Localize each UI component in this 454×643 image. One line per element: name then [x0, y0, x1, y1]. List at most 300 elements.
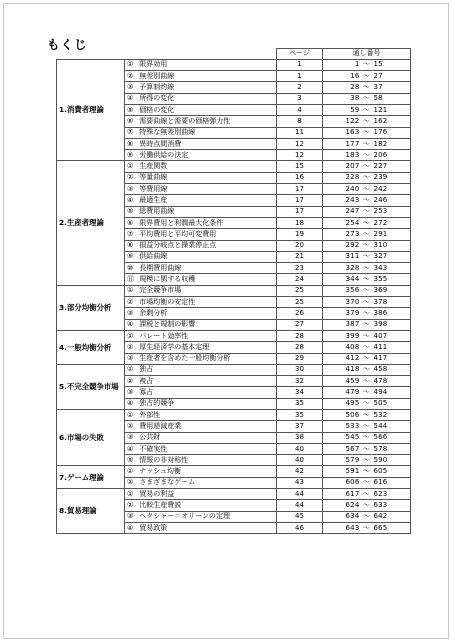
- page-number: 44: [277, 489, 323, 500]
- serial-range: [323, 274, 411, 285]
- serial-from: 624: [345, 501, 360, 510]
- serial-to: 378: [373, 297, 388, 306]
- serial-to: 327: [373, 252, 388, 261]
- serial-range: [323, 297, 411, 308]
- page-number: 3: [277, 93, 323, 104]
- topic-cell: [125, 285, 277, 296]
- topic-title: さまざまなゲーム: [139, 478, 196, 487]
- page-number: 30: [277, 364, 323, 375]
- serial-to: 478: [373, 376, 388, 385]
- topic-cell: [125, 116, 277, 127]
- topic-cell: [125, 455, 277, 466]
- topic-number: ①: [127, 489, 134, 498]
- serial-range: [323, 364, 411, 375]
- topic-title: 損益分岐点と操業停止点: [139, 241, 217, 250]
- serial-from: 606: [345, 478, 360, 487]
- topic-cell: [125, 511, 277, 522]
- serial-from: 567: [345, 444, 360, 453]
- range-separator: ～: [362, 489, 371, 498]
- serial-to: 578: [373, 444, 388, 453]
- topic-number: ④: [127, 523, 134, 532]
- serial-range: [323, 421, 411, 432]
- page-number: 18: [277, 217, 323, 228]
- range-separator: ～: [362, 252, 371, 261]
- serial-from: 183: [345, 150, 360, 159]
- range-separator: ～: [362, 139, 371, 148]
- serial-to: 15: [373, 60, 383, 69]
- range-separator: ～: [362, 467, 371, 476]
- topic-cell: [125, 432, 277, 443]
- topic-number: ③: [127, 433, 134, 442]
- serial-range: [323, 127, 411, 138]
- page-number: 4: [277, 104, 323, 115]
- serial-range: [323, 206, 411, 217]
- section-title: 3.部分均衡分析: [57, 285, 125, 330]
- serial-to: 642: [373, 512, 388, 521]
- topic-number: ④: [127, 94, 134, 103]
- topic-title: 労働供給の決定: [139, 150, 189, 159]
- serial-to: 182: [373, 139, 388, 148]
- page-number: 1: [277, 59, 323, 70]
- topic-cell: [125, 184, 277, 195]
- topic-number: ②: [127, 342, 134, 351]
- page-number: 2: [277, 82, 323, 93]
- topic-number: ⑩: [127, 263, 134, 272]
- topic-title: ヘクシャー＝オリーンの定理: [139, 512, 230, 521]
- serial-from: 177: [345, 139, 360, 148]
- serial-to: 355: [373, 275, 388, 284]
- section-title: 2.生産者理論: [57, 161, 125, 285]
- topic-title: 無差別曲線: [139, 71, 175, 80]
- topic-cell: [125, 443, 277, 454]
- range-separator: ～: [362, 196, 371, 204]
- topic-number: ③: [127, 184, 134, 193]
- serial-to: 398: [373, 320, 388, 329]
- serial-to: 665: [373, 523, 388, 532]
- serial-range: [323, 376, 411, 387]
- topic-number: ⑨: [127, 150, 134, 159]
- page-number: 44: [277, 500, 323, 511]
- range-separator: ～: [362, 173, 371, 182]
- serial-range: [323, 319, 411, 330]
- topic-cell: [125, 421, 277, 432]
- page-number: 20: [277, 240, 323, 251]
- serial-to: 532: [373, 410, 388, 419]
- topic-cell: [125, 217, 277, 228]
- topic-title: 不確実性: [139, 444, 168, 453]
- page-number: 24: [277, 274, 323, 285]
- topic-cell: [125, 263, 277, 274]
- serial-to: 272: [373, 218, 388, 227]
- serial-to: 369: [373, 286, 388, 295]
- serial-to: 206: [373, 150, 388, 159]
- topic-cell: [125, 274, 277, 285]
- topic-title: 予算制約線: [139, 83, 175, 92]
- topic-title: 生産関数: [139, 162, 168, 171]
- page-number: 28: [277, 342, 323, 353]
- range-separator: ～: [362, 150, 371, 159]
- page-number: 29: [277, 353, 323, 364]
- serial-range: [323, 330, 411, 341]
- topic-number: ②: [127, 421, 134, 430]
- serial-from: 387: [345, 320, 360, 329]
- range-separator: ～: [362, 376, 371, 385]
- range-separator: ～: [362, 512, 371, 521]
- serial-range: [323, 500, 411, 511]
- topic-number: ②: [127, 501, 134, 510]
- serial-to: 417: [373, 354, 388, 363]
- topic-title: 複占: [139, 376, 154, 385]
- topic-title: 寡占: [139, 388, 154, 397]
- range-separator: ～: [362, 184, 371, 193]
- serial-to: 121: [373, 105, 388, 114]
- serial-range: [323, 172, 411, 183]
- serial-range: [323, 353, 411, 364]
- toc-header-row: [57, 49, 411, 60]
- topic-cell: [125, 308, 277, 319]
- serial-range: [323, 150, 411, 161]
- serial-from: 273: [345, 229, 360, 238]
- serial-from: 591: [345, 467, 360, 476]
- table-row: [57, 466, 411, 477]
- topic-cell: [125, 71, 277, 82]
- serial-range: [323, 263, 411, 274]
- serial-from: 579: [345, 455, 360, 464]
- serial-range: [323, 104, 411, 115]
- topic-number: ①: [127, 467, 134, 476]
- serial-from: 533: [345, 421, 360, 430]
- topic-number: ⑤: [127, 455, 134, 464]
- serial-from: 495: [345, 399, 360, 408]
- serial-range: [323, 116, 411, 127]
- topic-title: 最適生産: [139, 196, 168, 204]
- topic-number: ⑤: [127, 105, 134, 114]
- page-number: 1: [277, 71, 323, 82]
- serial-from: 247: [345, 207, 360, 216]
- section-title: 5.不完全競争市場: [57, 364, 125, 409]
- topic-number: ④: [127, 320, 134, 329]
- page-number: 32: [277, 376, 323, 387]
- range-separator: ～: [362, 421, 371, 430]
- page-number: 26: [277, 308, 323, 319]
- topic-cell: [125, 500, 277, 511]
- topic-cell: [125, 376, 277, 387]
- page-number: 45: [277, 511, 323, 522]
- topic-title: 限界費用と利潤最大化条件: [139, 218, 224, 227]
- serial-range: [323, 71, 411, 82]
- page-number: 23: [277, 263, 323, 274]
- serial-range: [323, 387, 411, 398]
- table-row: [57, 59, 411, 70]
- page-number: 40: [277, 443, 323, 454]
- serial-from: 379: [345, 308, 360, 317]
- page-number: 35: [277, 410, 323, 421]
- table-row: [57, 410, 411, 421]
- section-title: 1.消費者理論: [57, 59, 125, 161]
- topic-number: ③: [127, 83, 134, 92]
- topic-title: 異時点間消費: [139, 139, 182, 148]
- page-number: 43: [277, 477, 323, 488]
- range-separator: ～: [362, 94, 371, 103]
- page-number: 11: [277, 127, 323, 138]
- topic-cell: [125, 59, 277, 70]
- topic-title: ナッシュ均衡: [139, 467, 181, 476]
- range-separator: ～: [362, 399, 371, 408]
- topic-title: 特殊な無差別曲線: [139, 128, 196, 137]
- topic-title: パレート効率性: [139, 331, 189, 340]
- page-number: 25: [277, 297, 323, 308]
- serial-to: 27: [373, 71, 383, 80]
- serial-to: 162: [373, 116, 388, 125]
- section-title: 4.一般均衡分析: [57, 330, 125, 364]
- serial-to: 343: [373, 263, 388, 272]
- topic-title: 平均費用と平均可変費用: [139, 229, 217, 238]
- serial-from: 38: [350, 94, 360, 103]
- serial-range: [323, 489, 411, 500]
- range-separator: ～: [362, 71, 371, 80]
- topic-cell: [125, 466, 277, 477]
- serial-to: 505: [373, 399, 388, 408]
- page-number: 17: [277, 184, 323, 195]
- page-number: 19: [277, 229, 323, 240]
- serial-range: [323, 477, 411, 488]
- range-separator: ～: [362, 354, 371, 363]
- toc-body: [57, 59, 411, 533]
- serial-to: 623: [373, 489, 388, 498]
- serial-range: [323, 59, 411, 70]
- header-serial: 通し番号: [323, 49, 411, 60]
- range-separator: ～: [362, 308, 371, 317]
- topic-cell: [125, 319, 277, 330]
- topic-cell: [125, 229, 277, 240]
- topic-cell: [125, 398, 277, 409]
- topic-title: 価格の変化: [139, 105, 175, 114]
- serial-from: 243: [345, 196, 360, 204]
- topic-title: 規模に関する収穫: [139, 275, 196, 284]
- section-title: 8.貿易理論: [57, 489, 125, 534]
- serial-range: [323, 229, 411, 240]
- page-number: 38: [277, 432, 323, 443]
- topic-title: 完全競争市場: [139, 286, 182, 295]
- serial-from: 412: [345, 354, 360, 363]
- topic-number: ④: [127, 444, 134, 453]
- range-separator: ～: [362, 286, 371, 295]
- topic-cell: [125, 195, 277, 206]
- range-separator: ～: [362, 218, 371, 227]
- range-separator: ～: [362, 444, 371, 453]
- topic-number: ①: [127, 60, 134, 69]
- range-separator: ～: [362, 455, 371, 464]
- topic-title: 需要曲線と需要の価格弾力性: [139, 116, 231, 125]
- topic-number: ③: [127, 388, 134, 397]
- topic-title: 情報の非対称性: [139, 455, 189, 464]
- serial-range: [323, 93, 411, 104]
- topic-number: ⑧: [127, 139, 134, 148]
- topic-number: ⑨: [127, 252, 134, 261]
- serial-to: 291: [373, 229, 388, 238]
- topic-title: 公共財: [139, 433, 161, 442]
- topic-number: ②: [127, 478, 134, 487]
- range-separator: ～: [362, 410, 371, 419]
- serial-range: [323, 443, 411, 454]
- serial-from: 207: [345, 162, 360, 171]
- section-title: 6.市場の失敗: [57, 410, 125, 466]
- serial-from: 643: [345, 523, 360, 532]
- topic-number: ③: [127, 354, 134, 363]
- serial-to: 566: [373, 433, 388, 442]
- topic-cell: [125, 477, 277, 488]
- page-number: 42: [277, 466, 323, 477]
- range-separator: ～: [362, 478, 371, 487]
- topic-number: ③: [127, 308, 134, 317]
- topic-number: ⑧: [127, 241, 134, 250]
- topic-number: ①: [127, 410, 134, 419]
- range-separator: ～: [362, 229, 371, 238]
- page-number: 40: [277, 455, 323, 466]
- serial-from: 59: [350, 105, 360, 114]
- range-separator: ～: [362, 60, 371, 69]
- section-title: 7.ゲーム理論: [57, 466, 125, 489]
- serial-range: [323, 195, 411, 206]
- serial-range: [323, 308, 411, 319]
- header-page: ページ: [277, 49, 323, 60]
- range-separator: ～: [362, 501, 371, 510]
- serial-to: 58: [373, 94, 383, 103]
- serial-range: [323, 432, 411, 443]
- page-number: 25: [277, 285, 323, 296]
- range-separator: ～: [362, 342, 371, 351]
- topic-title: 外部性: [139, 410, 161, 419]
- range-separator: ～: [362, 275, 371, 284]
- serial-to: 176: [373, 128, 388, 137]
- topic-title: 等量曲線: [139, 173, 168, 182]
- serial-to: 616: [373, 478, 388, 487]
- topic-number: ①: [127, 331, 134, 340]
- serial-from: 311: [345, 252, 360, 261]
- range-separator: ～: [362, 320, 371, 329]
- page-number: 27: [277, 319, 323, 330]
- topic-number: ⑪: [127, 275, 134, 284]
- page-number: 16: [277, 172, 323, 183]
- range-separator: ～: [362, 207, 371, 216]
- topic-cell: [125, 251, 277, 262]
- topic-number: ②: [127, 297, 134, 306]
- topic-number: ④: [127, 399, 134, 408]
- serial-to: 37: [373, 83, 383, 92]
- table-row: [57, 364, 411, 375]
- topic-title: 総費用曲線: [139, 207, 175, 216]
- topic-number: ①: [127, 365, 134, 374]
- topic-number: ④: [127, 196, 134, 204]
- serial-from: 240: [345, 184, 360, 193]
- page-number: 12: [277, 150, 323, 161]
- range-separator: ～: [362, 105, 371, 114]
- topic-title: 厚生経済学の基本定理: [139, 342, 210, 351]
- serial-from: 506: [345, 410, 360, 419]
- serial-from: 459: [345, 376, 360, 385]
- serial-range: [323, 184, 411, 195]
- topic-cell: [125, 206, 277, 217]
- topic-number: ⑥: [127, 218, 134, 227]
- topic-cell: [125, 364, 277, 375]
- range-separator: ～: [362, 263, 371, 272]
- header-blank: [57, 49, 277, 60]
- serial-from: 328: [345, 263, 360, 272]
- serial-to: 227: [373, 162, 388, 171]
- topic-cell: [125, 353, 277, 364]
- topic-cell: [125, 93, 277, 104]
- serial-to: 386: [373, 308, 388, 317]
- topic-cell: [125, 410, 277, 421]
- topic-title: 余剰分析: [139, 308, 168, 317]
- topic-title: 独占: [139, 365, 154, 374]
- serial-to: 242: [373, 184, 388, 193]
- serial-from: 356: [345, 286, 360, 295]
- serial-from: 399: [345, 331, 360, 340]
- topic-title: 比較生産費説: [139, 501, 182, 510]
- serial-range: [323, 522, 411, 533]
- range-separator: ～: [362, 523, 371, 532]
- topic-number: ⑦: [127, 229, 134, 238]
- topic-title: 長期費用曲線: [139, 263, 182, 272]
- topic-title: 市場均衡の安定性: [139, 297, 196, 306]
- serial-from: 344: [345, 275, 360, 284]
- topic-title: 貿易政策: [139, 523, 168, 532]
- serial-from: 408: [345, 342, 360, 351]
- topic-cell: [125, 138, 277, 149]
- table-row: [57, 330, 411, 341]
- serial-from: 634: [345, 512, 360, 521]
- topic-number: ②: [127, 376, 134, 385]
- serial-from: 292: [345, 241, 360, 250]
- serial-to: 544: [373, 421, 388, 430]
- serial-range: [323, 240, 411, 251]
- topic-cell: [125, 127, 277, 138]
- topic-cell: [125, 161, 277, 172]
- topic-cell: [125, 240, 277, 251]
- serial-to: 246: [373, 196, 388, 204]
- serial-range: [323, 342, 411, 353]
- topic-title: 課税と規制の影響: [139, 320, 196, 329]
- topic-number: ②: [127, 71, 134, 80]
- page-number: 28: [277, 330, 323, 341]
- range-separator: ～: [362, 331, 371, 340]
- page-number: 17: [277, 195, 323, 206]
- page-number: 37: [277, 421, 323, 432]
- serial-range: [323, 161, 411, 172]
- topic-number: ⑥: [127, 116, 134, 125]
- topic-cell: [125, 489, 277, 500]
- topic-number: ⑦: [127, 128, 134, 137]
- serial-to: 310: [373, 241, 388, 250]
- serial-range: [323, 251, 411, 262]
- serial-from: 617: [345, 489, 360, 498]
- table-row: [57, 489, 411, 500]
- serial-range: [323, 285, 411, 296]
- serial-to: 253: [373, 207, 388, 216]
- page-number: 21: [277, 251, 323, 262]
- topic-number: ③: [127, 512, 134, 521]
- serial-range: [323, 455, 411, 466]
- page-number: 17: [277, 206, 323, 217]
- table-row: [57, 161, 411, 172]
- topic-number: ②: [127, 173, 134, 182]
- topic-title: 限界効用: [139, 60, 168, 69]
- serial-range: [323, 398, 411, 409]
- topic-title: 供給曲線: [139, 252, 168, 261]
- serial-to: 411: [373, 342, 388, 351]
- page-number: 15: [277, 161, 323, 172]
